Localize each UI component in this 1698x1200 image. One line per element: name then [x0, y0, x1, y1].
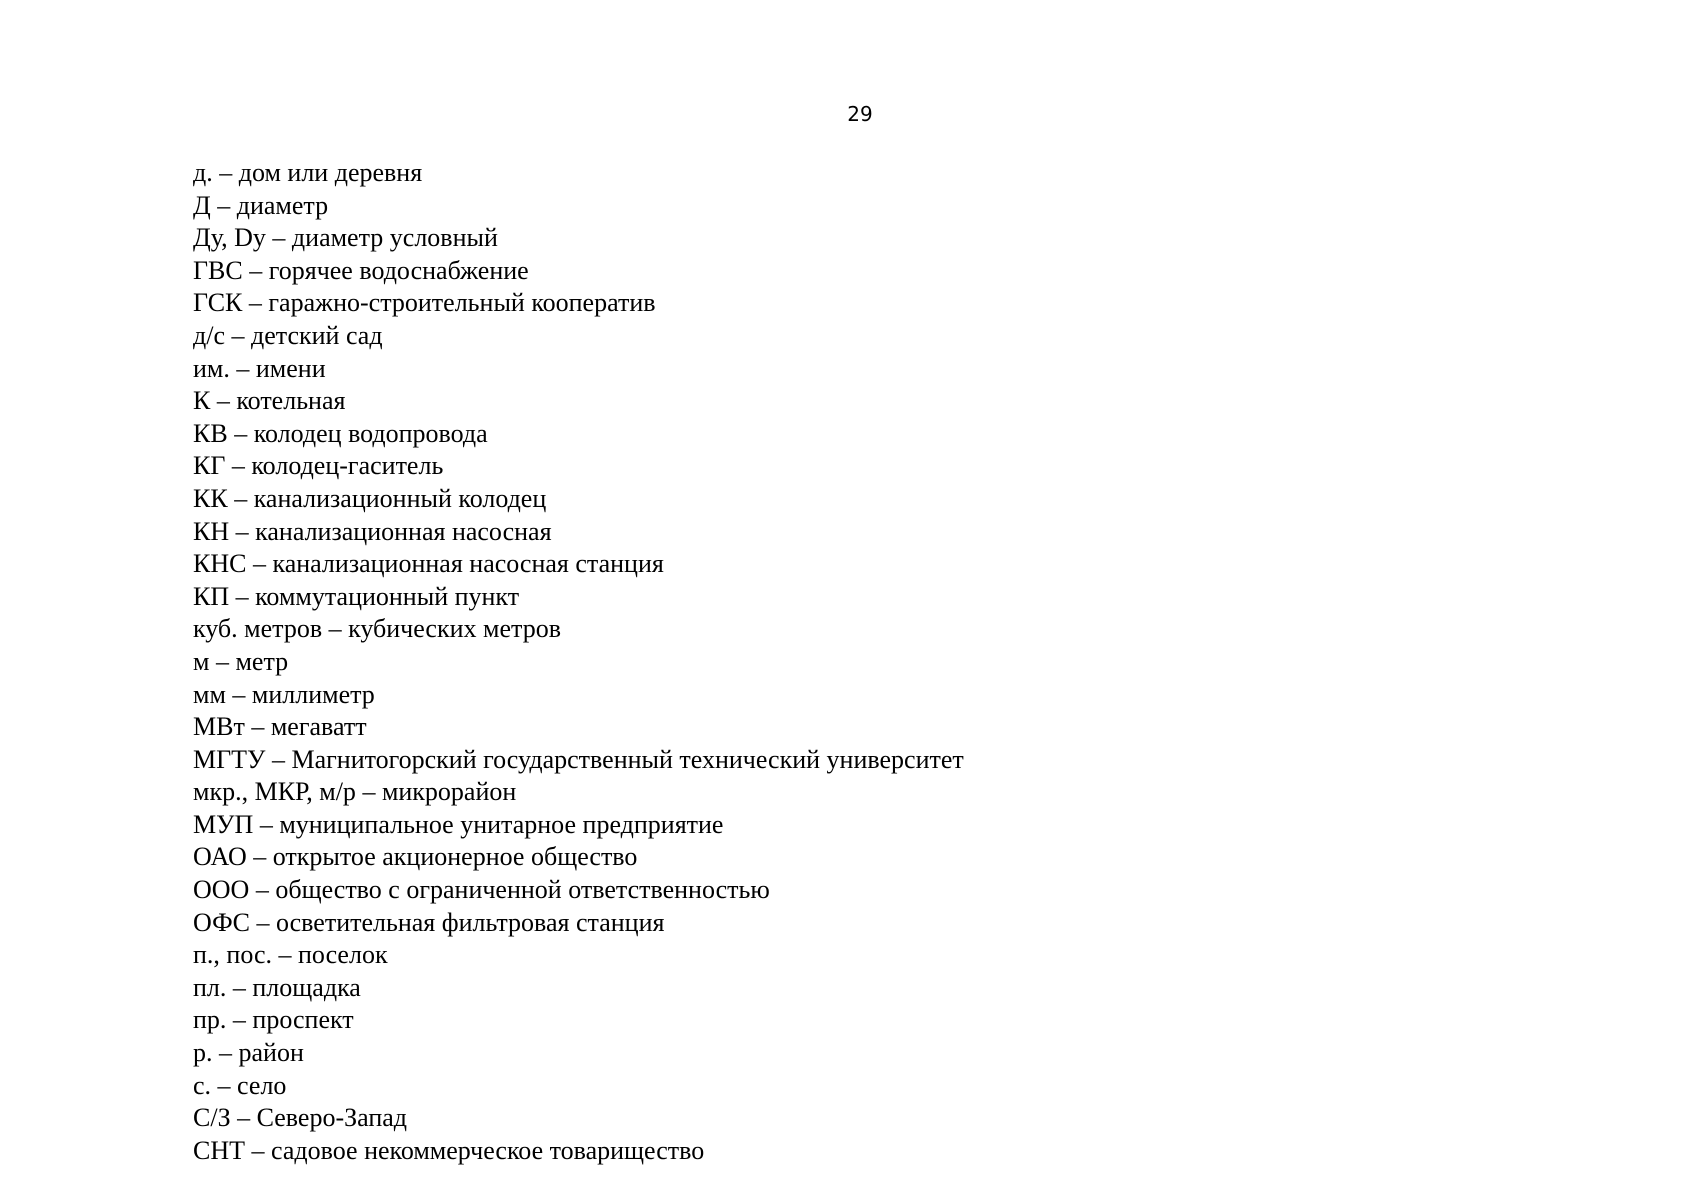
- dash-separator: –: [245, 1135, 271, 1165]
- abbreviation-definition: общество с ограниченной ответственностью: [275, 875, 770, 905]
- dash-separator: –: [265, 223, 292, 253]
- dash-separator: –: [229, 516, 256, 546]
- abbreviation-definition: гаражно-строительный кооператив: [268, 288, 656, 318]
- abbreviation-definition: диаметр: [236, 190, 329, 220]
- abbreviation-entry: [193, 190, 964, 223]
- abbreviation-entry: [193, 613, 964, 646]
- abbreviation-term: с.: [193, 1070, 212, 1100]
- abbreviation-entry: [193, 744, 964, 777]
- abbreviation-definition: площадка: [252, 972, 361, 1002]
- abbreviation-definition: район: [238, 1038, 304, 1068]
- abbreviation-term: мкр., МКР, м/р: [193, 777, 356, 807]
- abbreviation-term: им.: [193, 353, 230, 383]
- abbreviation-list: [193, 157, 964, 1167]
- abbreviation-entry: [193, 711, 964, 744]
- dash-separator: –: [355, 777, 382, 807]
- abbreviation-entry: [193, 516, 964, 549]
- abbreviation-entry: [193, 939, 964, 972]
- abbreviation-definition: миллиметр: [251, 679, 375, 709]
- abbreviation-entry: [193, 385, 964, 418]
- dash-separator: –: [229, 581, 256, 611]
- abbreviation-term: К: [193, 386, 211, 416]
- abbreviation-definition: метр: [235, 646, 289, 676]
- dash-separator: –: [225, 320, 251, 350]
- abbreviation-definition: открытое акционерное общество: [272, 842, 638, 872]
- abbreviation-definition: колодец водопровода: [253, 418, 488, 448]
- abbreviation-entry: [193, 353, 964, 386]
- abbreviation-entry: [193, 548, 964, 581]
- abbreviation-definition: детский сад: [251, 320, 383, 350]
- abbreviation-entry: [193, 1135, 964, 1168]
- abbreviation-definition: муниципальное унитарное предприятие: [279, 809, 724, 839]
- abbreviation-term: КК: [193, 483, 228, 513]
- abbreviation-term: С/З: [193, 1103, 231, 1133]
- abbreviation-term: м: [193, 646, 210, 676]
- abbreviation-definition: канализационная насосная станция: [272, 549, 664, 579]
- abbreviation-definition: колодец-гаситель: [251, 451, 444, 481]
- abbreviation-entry: [193, 157, 964, 190]
- page-number: 29: [847, 102, 873, 126]
- abbreviation-definition: кубических метров: [348, 614, 561, 644]
- abbreviation-entry: [193, 776, 964, 809]
- dash-separator: –: [272, 940, 299, 970]
- abbreviation-definition: Магнитогорский государственный технический университет: [291, 744, 964, 774]
- abbreviation-term: МУП: [193, 809, 254, 839]
- abbreviation-definition: дом или деревня: [238, 158, 423, 187]
- abbreviation-entry: [193, 972, 964, 1005]
- abbreviation-definition: проспект: [252, 1005, 354, 1035]
- abbreviation-entry: [193, 255, 964, 288]
- abbreviation-term: СНТ: [193, 1135, 245, 1165]
- dash-separator: –: [246, 549, 273, 579]
- dash-separator: –: [249, 907, 276, 937]
- abbreviation-entry: [193, 483, 964, 516]
- abbreviation-entry: [193, 1037, 964, 1070]
- dash-separator: –: [225, 679, 252, 709]
- abbreviation-term: КВ: [193, 418, 228, 448]
- abbreviation-term: Ду, Dу: [193, 223, 266, 253]
- abbreviation-term: р.: [193, 1038, 213, 1068]
- abbreviation-definition: Северо-Запад: [256, 1103, 408, 1133]
- abbreviation-term: д.: [193, 158, 213, 187]
- abbreviation-entry: [193, 646, 964, 679]
- dash-separator: –: [226, 1005, 253, 1035]
- abbreviation-entry: [193, 222, 964, 255]
- dash-separator: –: [249, 875, 276, 905]
- abbreviation-term: ГВС: [193, 255, 243, 285]
- abbreviation-term: п., пос.: [193, 940, 273, 970]
- abbreviation-term: куб. метров: [193, 614, 323, 644]
- abbreviation-term: Д: [193, 190, 211, 220]
- abbreviation-definition: микрорайон: [381, 777, 517, 807]
- dash-separator: –: [212, 158, 239, 187]
- abbreviation-definition: поселок: [298, 940, 388, 970]
- abbreviation-entry: [193, 320, 964, 353]
- abbreviation-term: ОФС: [193, 907, 250, 937]
- abbreviation-entry: [193, 841, 964, 874]
- abbreviation-definition: канализационный колодец: [253, 483, 547, 513]
- abbreviation-term: пл.: [193, 972, 227, 1002]
- abbreviation-definition: село: [237, 1070, 287, 1100]
- dash-separator: –: [244, 712, 271, 742]
- abbreviation-entry: [193, 287, 964, 320]
- abbreviation-term: КП: [193, 581, 230, 611]
- abbreviation-term: МГТУ: [193, 744, 266, 774]
- dash-separator: –: [210, 386, 237, 416]
- abbreviation-definition: имени: [255, 353, 326, 383]
- abbreviation-term: КН: [193, 516, 230, 546]
- abbreviation-term: ООО: [193, 875, 250, 905]
- dash-separator: –: [229, 353, 256, 383]
- dash-separator: –: [211, 1070, 238, 1100]
- abbreviation-entry: [193, 418, 964, 451]
- abbreviation-entry: [193, 581, 964, 614]
- dash-separator: –: [227, 418, 254, 448]
- abbreviation-entry: [193, 450, 964, 483]
- dash-separator: –: [230, 1103, 257, 1133]
- abbreviation-definition: горячее водоснабжение: [268, 255, 529, 285]
- abbreviation-definition: диаметр условный: [291, 223, 498, 253]
- abbreviation-entry: [193, 1004, 964, 1037]
- abbreviation-definition: коммутационный пункт: [255, 581, 520, 611]
- abbreviation-definition: садовое некоммерческое товарищество: [271, 1135, 705, 1165]
- abbreviation-term: КГ: [193, 451, 226, 481]
- abbreviation-term: пр.: [193, 1005, 227, 1035]
- abbreviation-definition: котельная: [236, 386, 346, 416]
- dash-separator: –: [253, 809, 280, 839]
- abbreviation-term: д/с: [193, 320, 225, 350]
- abbreviation-entry: [193, 874, 964, 907]
- dash-separator: –: [265, 744, 292, 774]
- abbreviation-entry: [193, 907, 964, 940]
- dash-separator: –: [225, 451, 252, 481]
- abbreviation-term: МВт: [193, 712, 245, 742]
- dash-separator: –: [210, 190, 237, 220]
- abbreviation-term: ГСК: [193, 288, 243, 318]
- dash-separator: –: [227, 483, 254, 513]
- dash-separator: –: [242, 288, 269, 318]
- abbreviation-definition: осветительная фильтровая станция: [275, 907, 665, 937]
- abbreviation-term: КНС: [193, 549, 247, 579]
- dash-separator: –: [209, 646, 236, 676]
- abbreviation-term: мм: [193, 679, 226, 709]
- dash-separator: –: [246, 842, 273, 872]
- abbreviation-definition: канализационная насосная: [255, 516, 552, 546]
- dash-separator: –: [322, 614, 349, 644]
- abbreviation-entry: [193, 1102, 964, 1135]
- abbreviation-entry: [193, 1070, 964, 1103]
- dash-separator: –: [226, 972, 253, 1002]
- abbreviation-definition: мегаватт: [270, 712, 367, 742]
- dash-separator: –: [242, 255, 269, 285]
- abbreviation-entry: [193, 679, 964, 712]
- abbreviation-term: ОАО: [193, 842, 247, 872]
- dash-separator: –: [212, 1038, 239, 1068]
- abbreviation-entry: [193, 809, 964, 842]
